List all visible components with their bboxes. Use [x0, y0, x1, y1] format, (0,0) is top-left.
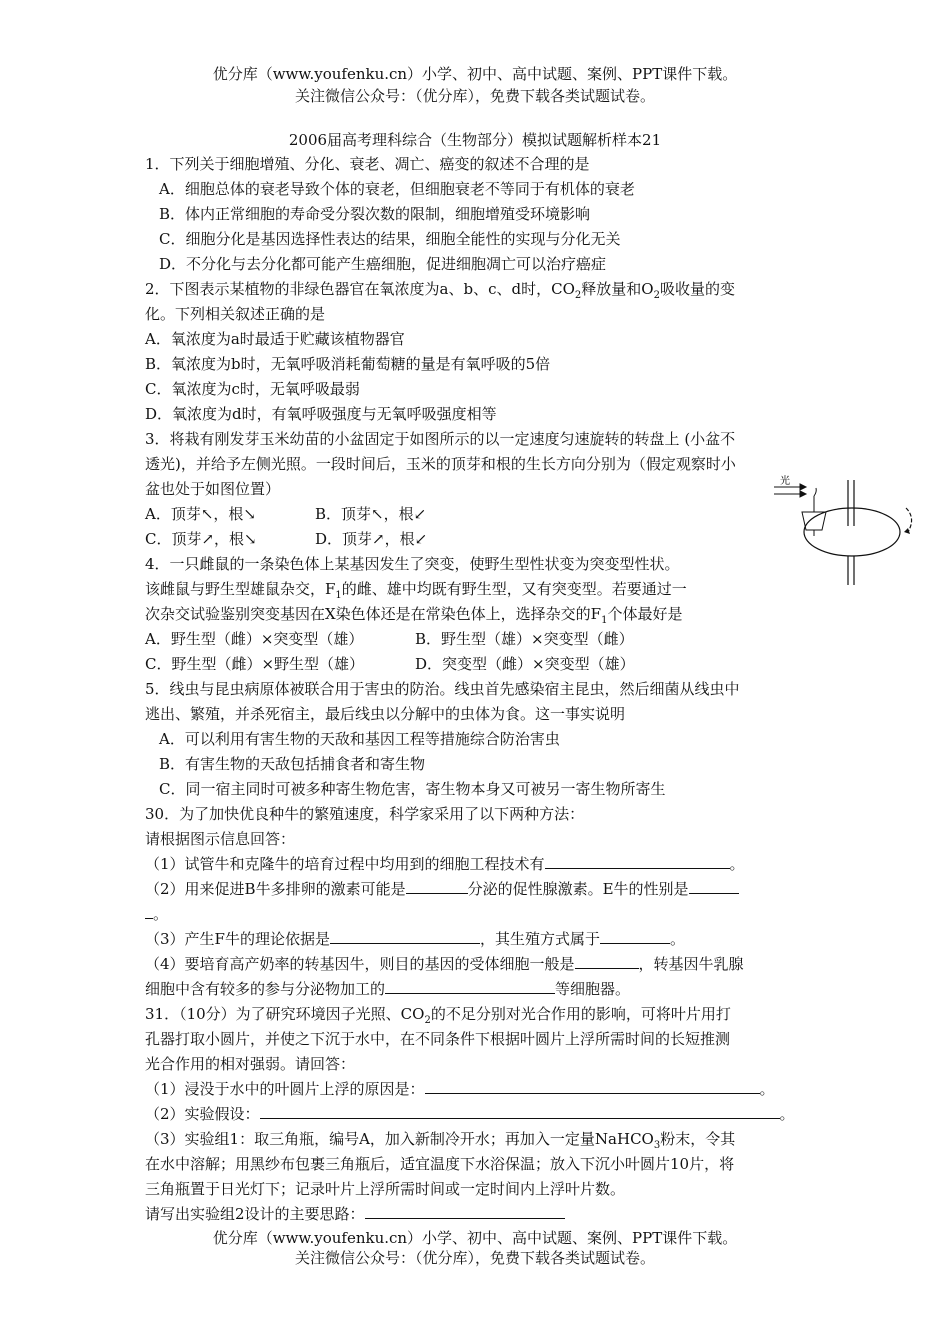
q2-option-b: B．氧浓度为b时，无氧呼吸消耗葡萄糖的量是有氧呼吸的5倍 — [145, 355, 551, 373]
q1-option-b: B．体内正常细胞的寿命受分裂次数的限制，细胞增殖受环境影响 — [159, 205, 591, 223]
q5-stem-line-2: 逃出、繁殖，并杀死宿主，最后线虫以分解中的虫体为食。这一事实说明 — [145, 705, 626, 723]
q31-part-2: （2）实验假设： 。 — [145, 1105, 795, 1123]
q3-options-row-1 — [145, 502, 810, 527]
q31-part-3-line-2: 在水中溶解；用黑纱布包裹三角瓶后，适宜温度下水浴保温；放入下沉小叶圆片10片，将 — [145, 1155, 735, 1173]
q3-stem-line-1: 3．将栽有刚发芽玉米幼苗的小盆固定于如图所示的以一定速度匀速旋转的转盘上 (小盆不 — [145, 430, 736, 448]
q3-option-c: C．顶芽↗，根↘ — [145, 530, 257, 548]
answer-blank[interactable] — [600, 928, 670, 944]
answer-blank[interactable] — [365, 1203, 565, 1219]
answer-blank[interactable] — [575, 953, 639, 969]
q4-option-a: A．野生型（雌）×突变型（雄） — [145, 630, 364, 648]
answer-blank[interactable] — [260, 1103, 780, 1119]
plant-pot — [802, 488, 826, 536]
header-line-1: 优分库（www.youfenku.cn）小学、初中、高中试题、案例、PPT课件下载。 — [212, 65, 738, 83]
q30-stem: 30．为了加快优良种牛的繁殖速度，科学家采用了以下两种方法： — [145, 805, 585, 823]
q30-part-4-cont: 细胞中含有较多的参与分泌物加工的 等细胞器。 — [145, 980, 631, 998]
answer-blank[interactable] — [425, 1078, 760, 1094]
answer-blank[interactable] — [330, 928, 480, 944]
q4-option-c: C．野生型（雌）×野生型（雄） — [145, 655, 365, 673]
exam-content — [145, 131, 810, 1247]
footer-line-2: 关注微信公众号：（优分库），免费下载各类试题试卷。 — [294, 1249, 655, 1267]
q2-option-d: D．氧浓度为d时，有氧呼吸强度与无氧呼吸强度相等 — [145, 405, 497, 423]
rotation-arrow — [906, 508, 912, 532]
q4-options-row-2 — [145, 652, 810, 677]
q4-stem-line-2: 该雌鼠与野生型雄鼠杂交，$F_1$的雌、雄中均既有野生型，又有突变型。若要通过一 — [145, 580, 687, 601]
footer-line-1: 优分库（www.youfenku.cn）小学、初中、高中试题、案例、PPT课件下载。 — [212, 1229, 738, 1247]
q31-stem-line-1: 31．（10分）为了研究环境因子光照、$CO_2$的不足分别对光合作用的影响，可将叶片用打 — [145, 1005, 731, 1026]
answer-blank[interactable] — [406, 878, 468, 894]
q5-option-b: B．有害生物的天敌包括捕食者和寄生物 — [159, 755, 426, 773]
q4-stem-line-3: 次杂交试验鉴别突变基因在X染色体还是在常染色体上，选择杂交的$F_1$个体最好是 — [145, 605, 683, 626]
q30-prompt: 请根据图示信息回答： — [145, 830, 296, 848]
q3-options-row-2 — [145, 527, 810, 552]
q2-stem-line-2: 化。下列相关叙述正确的是 — [145, 305, 326, 323]
q3-option-d: D．顶芽↗，根↙ — [315, 530, 428, 548]
q30-part-4: （4）要培育高产奶率的转基因牛，则目的基因的受体细胞一般是 ，转基因牛乳腺 — [145, 955, 744, 973]
answer-blank[interactable] — [689, 878, 739, 894]
answer-blank[interactable] — [385, 978, 555, 994]
q1-option-c: C．细胞分化是基因选择性表达的结果，细胞全能性的实现与分化无关 — [159, 230, 621, 248]
answer-blank[interactable] — [545, 853, 730, 869]
q1-stem: 1．下列关于细胞增殖、分化、衰老、凋亡、癌变的叙述不合理的是 — [145, 155, 590, 173]
q4-option-d: D．突变型（雌）×突变型（雄） — [415, 655, 635, 673]
q31-part-1: （1）浸没于水中的叶圆片上浮的原因是： 。 — [145, 1080, 775, 1098]
q30-part-2: （2）用来促进B牛多排卵的激素可能是 分泌的促性腺激素。E牛的性别是 — [145, 877, 810, 902]
header-line-2: 关注微信公众号：（优分库），免费下载各类试题试卷。 — [294, 87, 655, 105]
light-label: 光 — [780, 476, 790, 487]
q1-option-a: A．细胞总体的衰老导致个体的衰老，但细胞衰老不等同于有机体的衰老 — [159, 180, 635, 198]
answer-blank[interactable] — [145, 903, 153, 919]
q3-stem-line-3: 盆也处于如图位置） — [145, 480, 281, 498]
q4-options-row-1 — [145, 627, 810, 652]
q4-stem-line-1: 4．一只雌鼠的一条染色体上某基因发生了突变，使野生型性状变为突变型性状。 — [145, 555, 680, 573]
q31-part-3-line-3: 三角瓶置于日光灯下；记录叶片上浮所需时间或一定时间内上浮叶片数。 — [145, 1180, 626, 1198]
turntable-figure — [770, 470, 940, 590]
q31-part-4: 请写出实验组2设计的主要思路： — [145, 1202, 810, 1227]
rotation-axis — [848, 480, 854, 585]
q3-option-b: B．顶芽↖，根↙ — [315, 505, 427, 523]
q30-part-3: （3）产生F牛的理论依据是 ，其生殖方式属于 。 — [145, 930, 685, 948]
q2-stem-line-1: 2．下图表示某植物的非绿色器官在氧浓度为a、b、c、d时，$CO_2$释放量和$O_2$吸收量的变 — [145, 280, 735, 301]
q2-option-a: A．氧浓度为a时最适于贮藏该植物器官 — [145, 330, 405, 348]
q3-stem-line-2: 透光)，并给予左侧光照。一段时间后，玉米的顶芽和根的生长方向分别为（假定观察时小 — [145, 455, 736, 473]
q31-stem-line-3: 光合作用的相对强弱。请回答： — [145, 1055, 356, 1073]
q5-stem-line-1: 5．线虫与昆虫病原体被联合用于害虫的防治。线虫首先感染宿主昆虫，然后细菌从线虫中 — [145, 680, 740, 698]
q3-option-a: A．顶芽↖，根↘ — [145, 505, 256, 523]
q30-part-1: （1）试管牛和克隆牛的培育过程中均用到的细胞工程技术有 。 — [145, 855, 745, 873]
document-title: 2006届高考理科综合（生物部分）模拟试题解析样本21 — [288, 131, 662, 149]
q30-part-2-cont: 。 — [145, 902, 810, 927]
q5-option-a: A．可以利用有害生物的天敌和基因工程等措施综合防治害虫 — [159, 730, 560, 748]
q31-stem-line-2: 孔器打取小圆片，并使之下沉于水中，在不同条件下根据叶圆片上浮所需时间的长短推测 — [145, 1030, 731, 1048]
light-arrows — [774, 484, 806, 497]
q2-option-c: C．氧浓度为c时，无氧呼吸最弱 — [145, 380, 360, 398]
q4-option-b: B．野生型（雄）×突变型（雌） — [415, 630, 634, 648]
q5-option-c: C．同一宿主同时可被多种寄生物危害，寄生物本身又可被另一寄生物所寄生 — [159, 780, 666, 798]
turntable-disk — [804, 508, 900, 556]
q31-part-3-line-1: （3）实验组1：取三角瓶，编号A，加入新制冷开水；再加入一定量NaHCO$_3$粉末，令其 — [145, 1130, 736, 1151]
q1-option-d: D．不分化与去分化都可能产生癌细胞，促进细胞凋亡可以治疗癌症 — [159, 255, 607, 273]
